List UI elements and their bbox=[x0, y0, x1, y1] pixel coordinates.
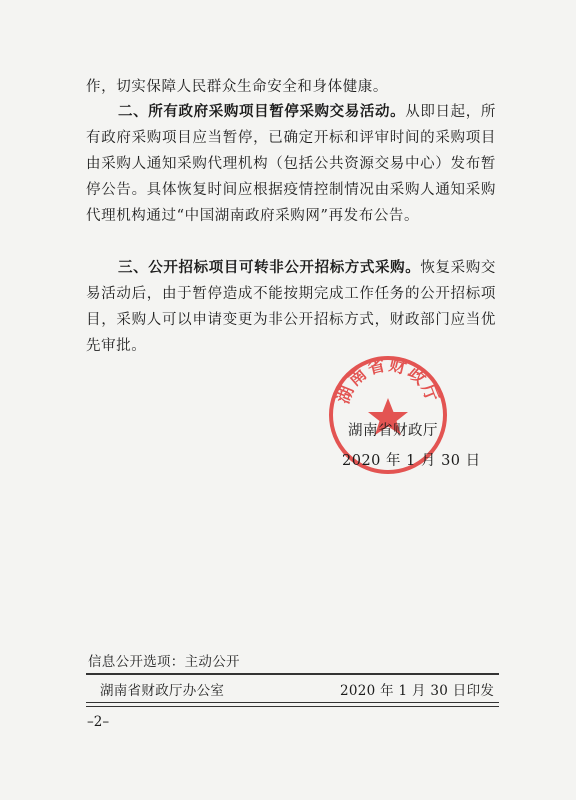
paragraph-continuation: 作，切实保障人民群众生命安全和身体健康。 bbox=[86, 79, 388, 95]
section-2-heading: 二、所有政府采购项目暂停采购交易活动。 bbox=[118, 104, 406, 120]
footer-rule-top bbox=[86, 673, 499, 675]
footer-print-date: 2020 年 1 月 30 日印发 bbox=[340, 683, 495, 699]
paragraph-section-3 bbox=[86, 255, 496, 359]
footer-rule-bottom-1 bbox=[86, 702, 499, 703]
disclosure-option: 信息公开选项：主动公开 bbox=[88, 654, 240, 670]
seal-arc-text bbox=[332, 354, 442, 407]
footer-rule-bottom-2 bbox=[86, 706, 499, 707]
section-3-body: 恢复采购交易活动后，由于暂停造成不能按期完成工作任务的公开招标项目，采购人可以申请变更为非公开招标方式，财政部门应当优先审批。 bbox=[86, 260, 497, 354]
section-2-body: 从即日起，所有政府采购项目应当暂停，已确定开标和评审时间的采购项目由采购人通知采购代理机构（包括公共资源交易中心）发布暂停公告。具体恢复时间应根据疫情控制情况由采购人通知采购代理机构通过“中国湖南政府采购网”再发布公告。 bbox=[86, 104, 496, 224]
paragraph-section-2 bbox=[86, 99, 496, 229]
seal-arc-textpath: 湖南省财政厅 bbox=[333, 355, 443, 407]
signature-org: 湖南省财政厅 bbox=[348, 423, 438, 439]
signature-date: 2020 年 1 月 30 日 bbox=[342, 453, 481, 469]
footer-issuer: 湖南省财政厅办公室 bbox=[100, 683, 225, 699]
page-number: –2– bbox=[87, 714, 110, 730]
section-3-heading: 三、公开招标项目可转非公开招标方式采购。 bbox=[118, 260, 421, 276]
